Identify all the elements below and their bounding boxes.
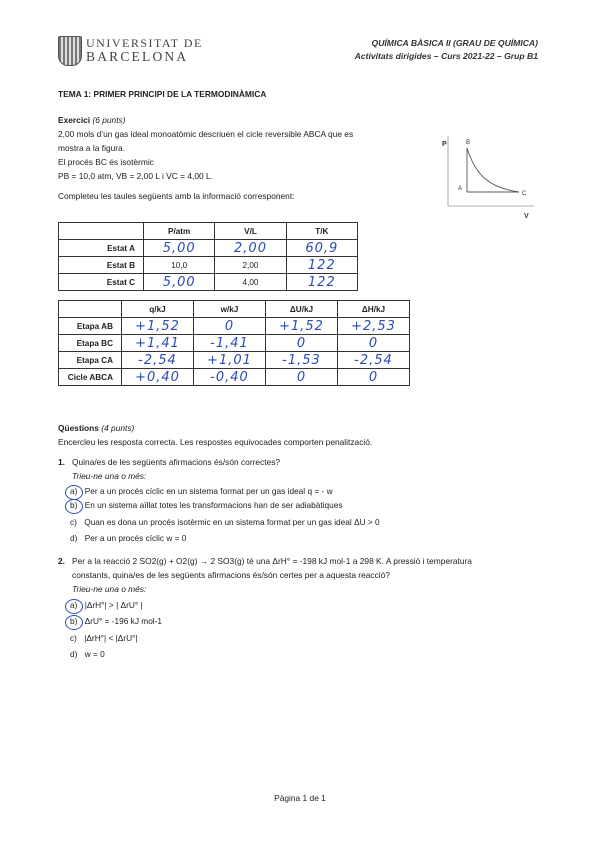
- cell-q: -2,54: [122, 352, 194, 369]
- cell-w: -0,40: [194, 369, 266, 386]
- table1-header-empty: [59, 223, 144, 240]
- questions-points: (4 punts): [101, 423, 135, 433]
- option-text: |ΔrH°| > | ΔrU° |: [84, 600, 143, 610]
- exercise-points: (6 punts): [92, 115, 126, 125]
- option-text: Per a un procés cíclic w = 0: [84, 533, 187, 543]
- q1-option-d[interactable]: [70, 531, 186, 545]
- exercise-title: Exercici: [58, 115, 91, 125]
- cell-q: +1,52: [122, 318, 194, 335]
- table1-header-t: T/K: [286, 223, 357, 240]
- table1-header-p: P/atm: [144, 223, 215, 240]
- q1-number: 1.: [58, 457, 65, 467]
- q2-option-b[interactable]: [70, 614, 162, 628]
- cell-dh: +2,53: [338, 318, 410, 335]
- table2-header-dh: ΔH/kJ: [338, 301, 410, 318]
- option-letter: b): [70, 616, 78, 626]
- cell-w: -1,41: [194, 335, 266, 352]
- row-label: Cicle ABCA: [59, 369, 122, 386]
- process-bc-curve: [467, 148, 519, 192]
- row-label: Etapa BC: [59, 335, 122, 352]
- cell-du: 0: [266, 335, 338, 352]
- option-letter: d): [70, 533, 78, 543]
- row-label: Etapa CA: [59, 352, 122, 369]
- q2-text-line1: Per a la reacció 2 SO2(g) + O2(g) → 2 SO3(g) té una ΔrH° = -198 kJ mol-1 a 298 K. A pressió i temperatura: [72, 556, 472, 566]
- table2-header-empty: [59, 301, 122, 318]
- cell-du: +1,52: [266, 318, 338, 335]
- table-row: [59, 335, 410, 352]
- table2-header-w: w/kJ: [194, 301, 266, 318]
- option-text: w = 0: [84, 649, 105, 659]
- topic-title: TEMA 1: PRIMER PRINCIPI DE LA TERMODINÀMICA: [58, 89, 267, 99]
- table-row: [59, 240, 358, 257]
- exercise-line4: PB = 10,0 atm, VB = 2,00 L i VC = 4,00 L.: [58, 171, 213, 181]
- point-c-label: C: [522, 191, 527, 197]
- cell-dh: 0: [338, 369, 410, 386]
- university-name-line2: BARCELONA: [86, 49, 189, 64]
- row-label: Etapa AB: [59, 318, 122, 335]
- row-label: Estat B: [59, 257, 144, 274]
- exercise-line5: Completeu les taules següents amb la informació corresponent:: [58, 191, 295, 201]
- cell-q: +0,40: [122, 369, 194, 386]
- processes-table: [58, 300, 410, 386]
- row-label: Estat C: [59, 274, 144, 291]
- cell-du: -1,53: [266, 352, 338, 369]
- q2-hint: Trieu-ne una o més:: [72, 584, 147, 594]
- option-letter: c): [70, 517, 77, 527]
- crest-icon: [58, 36, 82, 66]
- v-axis-label: V: [524, 213, 529, 220]
- table-row: [59, 274, 358, 291]
- pv-diagram: [436, 132, 536, 222]
- state-a-pressure: 5,00: [144, 240, 215, 257]
- state-c-pressure: 5,00: [144, 274, 215, 291]
- cell-dh: -2,54: [338, 352, 410, 369]
- option-letter: b): [70, 500, 78, 510]
- table-row: [59, 318, 410, 335]
- option-letter: a): [70, 486, 78, 496]
- state-b-temperature: 122: [286, 257, 357, 274]
- state-a-temperature: 60,9: [286, 240, 357, 257]
- cell-dh: 0: [338, 335, 410, 352]
- activity-subtitle: Activitats dirigides – Curs 2021-22 – Grup B1: [354, 51, 538, 61]
- q1-hint: Trieu-ne una o més:: [72, 471, 147, 481]
- option-text: En un sistema aïllat totes les transformacions han de ser adiabàtiques: [84, 500, 343, 510]
- point-a-label: A: [458, 186, 463, 192]
- q2-option-d[interactable]: [70, 647, 105, 661]
- questions-title: Qüestions: [58, 423, 99, 433]
- state-b-volume: 2,00: [215, 257, 286, 274]
- cell-du: 0: [266, 369, 338, 386]
- q2-text-line2: constants, quina/es de les següents afirmacions és/són certes per a aquesta reacció?: [72, 570, 390, 580]
- page-footer: Pàgina 1 de 1: [274, 793, 326, 803]
- table1-header-v: V/L: [215, 223, 286, 240]
- q1-option-a[interactable]: [70, 484, 333, 498]
- option-text: Per a un procés cíclic en un sistema format per un gas ideal q = - w: [84, 486, 333, 496]
- table-row: [59, 352, 410, 369]
- point-b-label: B: [466, 140, 471, 146]
- cell-q: +1,41: [122, 335, 194, 352]
- table2-header-q: q/kJ: [122, 301, 194, 318]
- q2-option-a[interactable]: [70, 598, 143, 612]
- state-a-volume: 2,00: [215, 240, 286, 257]
- exercise-line2: mostra a la figura.: [58, 143, 126, 153]
- q1-text: Quina/es de les següents afirmacions és/són correctes?: [72, 457, 281, 467]
- states-table: [58, 222, 358, 291]
- option-text: |ΔrH°| < |ΔrU°|: [84, 633, 138, 643]
- table-row: [59, 369, 410, 386]
- row-label: Estat A: [59, 240, 144, 257]
- questions-intro: Encercleu les resposta correcta. Les respostes equivocades comporten penalització.: [58, 437, 373, 447]
- cell-w: 0: [194, 318, 266, 335]
- option-text: ΔrU° = -196 kJ mol-1: [84, 616, 163, 626]
- p-axis-label: P: [442, 141, 447, 148]
- table2-header-du: ΔU/kJ: [266, 301, 338, 318]
- option-letter: a): [70, 600, 78, 610]
- q2-option-c[interactable]: [70, 631, 138, 645]
- questions-heading: [58, 422, 134, 435]
- state-c-temperature: 122: [286, 274, 357, 291]
- q2-number: 2.: [58, 556, 65, 566]
- q1-option-b[interactable]: [70, 498, 343, 512]
- table-header-row: [59, 301, 410, 318]
- option-text: Quan es dona un procés isotèrmic en un sistema format per un gas ideal ΔU > 0: [84, 517, 380, 527]
- option-letter: d): [70, 649, 78, 659]
- university-logo: [58, 36, 218, 66]
- q1-option-c[interactable]: [70, 515, 380, 529]
- exercise-line1: 2,00 mols d’un gas ideal monoatòmic descriuen el cicle reversible ABCA que es: [58, 129, 354, 139]
- course-title: QUÍMICA BÀSICA II (GRAU DE QUÍMICA): [371, 38, 538, 48]
- exercise-heading: [58, 114, 126, 127]
- state-c-volume: 4,00: [215, 274, 286, 291]
- cell-w: +1,01: [194, 352, 266, 369]
- state-b-pressure: 10,0: [144, 257, 215, 274]
- table-row: [59, 257, 358, 274]
- table-header-row: [59, 223, 358, 240]
- university-name-line1: UNIVERSITAT DE: [86, 36, 203, 50]
- option-letter: c): [70, 633, 77, 643]
- exercise-line3: El procés BC és isotèrmic: [58, 157, 154, 167]
